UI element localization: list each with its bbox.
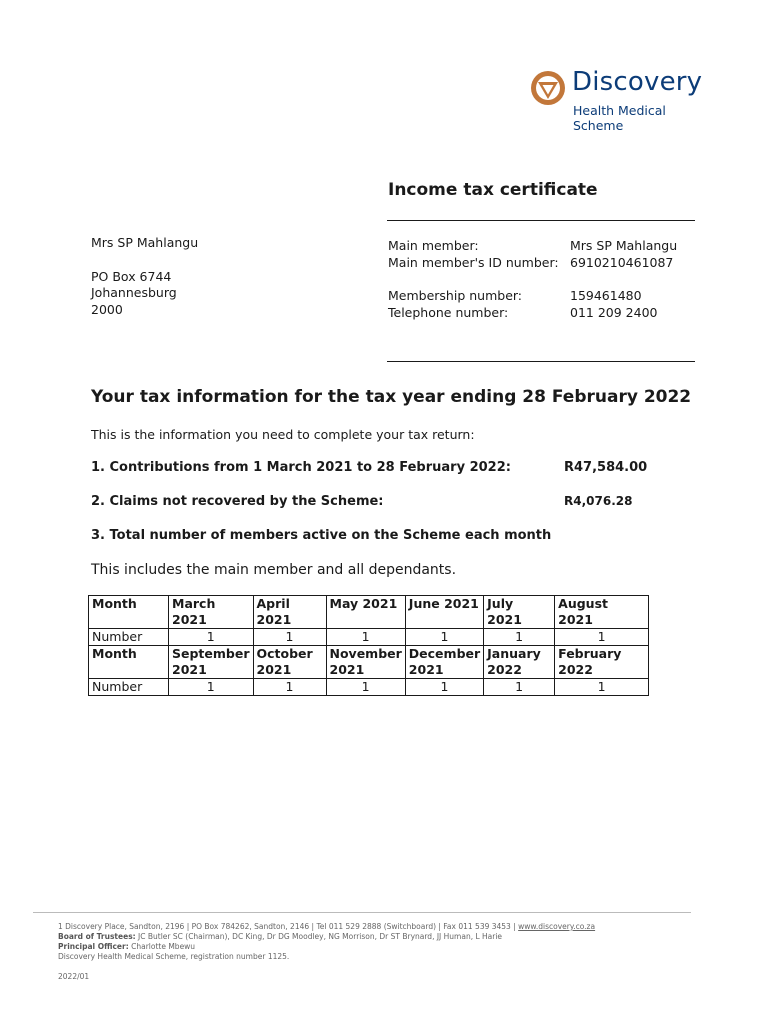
- telephone-label: Telephone number:: [388, 304, 509, 320]
- number-cell: 1: [253, 679, 326, 696]
- footer-officer: Principal Officer: Charlotte Mbewu: [58, 942, 196, 951]
- number-cell: 1: [484, 679, 555, 696]
- month-cell: February 2022: [555, 646, 649, 679]
- tax-info-intro: This is the information you need to complete your tax return:: [91, 427, 475, 442]
- discovery-diamond-icon: [530, 70, 566, 106]
- footer-address: 1 Discovery Place, Sandton, 2196 | PO Box 784262, Sandton, 2146 | Tel 011 529 2888 (Switchboard) | Fax 011 539 3453 | www.discovery.co.za: [58, 922, 596, 931]
- number-cell: 1: [555, 679, 649, 696]
- main-member-value: Mrs SP Mahlangu: [570, 238, 678, 253]
- membership-number-value: 159461480: [570, 288, 642, 303]
- month-cell: September 2021: [169, 646, 254, 679]
- info-divider: [387, 361, 695, 362]
- number-cell: 1: [405, 679, 483, 696]
- table-row: [89, 646, 649, 679]
- month-cell: June 2021: [405, 596, 483, 629]
- claims-label: 2. Claims not recovered by the Scheme:: [91, 494, 384, 509]
- month-cell: August 2021: [555, 596, 649, 629]
- month-cell: July 2021: [484, 596, 555, 629]
- month-cell: March 2021: [169, 596, 254, 629]
- footer-divider: [33, 912, 691, 913]
- contributions-label: 1. Contributions from 1 March 2021 to 28 February 2022:: [91, 460, 511, 475]
- discovery-logo: [530, 67, 715, 133]
- footer-registration: Discovery Health Medical Scheme, registration number 1125.: [58, 952, 290, 961]
- certificate-title: Income tax certificate: [388, 180, 598, 200]
- address-line-3: 2000: [91, 301, 123, 317]
- number-header: Number: [89, 679, 169, 696]
- table-row: [89, 596, 649, 629]
- number-cell: 1: [555, 629, 649, 646]
- website-link[interactable]: www.discovery.co.za: [518, 922, 596, 931]
- number-header: Number: [89, 629, 169, 646]
- table-row: [89, 629, 649, 646]
- number-cell: 1: [484, 629, 555, 646]
- members-active-label: 3. Total number of members active on the Scheme each month: [91, 528, 552, 543]
- recipient-name: Mrs SP Mahlangu: [91, 235, 199, 250]
- number-cell: 1: [326, 679, 405, 696]
- table-row: [89, 679, 649, 696]
- month-cell: April 2021: [253, 596, 326, 629]
- document-code: 2022/01: [58, 972, 90, 981]
- month-cell: December 2021: [405, 646, 483, 679]
- month-cell: January 2022: [484, 646, 555, 679]
- brand-name: Discovery: [572, 67, 703, 97]
- number-cell: 1: [169, 629, 254, 646]
- month-header: Month: [89, 596, 169, 629]
- month-header: Month: [89, 646, 169, 679]
- footer: [58, 922, 595, 982]
- dependants-note: This includes the main member and all dependants.: [91, 562, 457, 578]
- month-cell: October 2021: [253, 646, 326, 679]
- member-info: [388, 238, 677, 321]
- members-per-month-table: [88, 595, 649, 696]
- number-cell: 1: [253, 629, 326, 646]
- claims-value: R4,076.28: [564, 494, 633, 508]
- tax-info-heading: Your tax information for the tax year ending 28 February 2022: [91, 387, 692, 407]
- footer-trustees: Board of Trustees: JC Butler SC (Chairman), DC King, Dr DG Moodley, NG Morrison, Dr ST Brynard, JJ Human, L Harie: [58, 932, 503, 941]
- recipient-address: [91, 235, 198, 318]
- membership-number-label: Membership number:: [388, 288, 523, 303]
- main-member-label: Main member:: [388, 238, 479, 253]
- contributions-value: R47,584.00: [564, 460, 648, 475]
- number-cell: 1: [326, 629, 405, 646]
- month-cell: November 2021: [326, 646, 405, 679]
- id-number-label: Main member's ID number:: [388, 254, 559, 270]
- month-cell: May 2021: [326, 596, 405, 629]
- brand-subtitle: Health Medical Scheme: [573, 103, 666, 133]
- address-line-1: PO Box 6744: [91, 268, 172, 284]
- number-cell: 1: [405, 629, 483, 646]
- title-divider: [387, 220, 695, 221]
- address-line-2: Johannesburg: [91, 285, 177, 300]
- id-number-value: 6910210461087: [570, 254, 674, 270]
- number-cell: 1: [169, 679, 254, 696]
- telephone-value: 011 209 2400: [570, 304, 658, 320]
